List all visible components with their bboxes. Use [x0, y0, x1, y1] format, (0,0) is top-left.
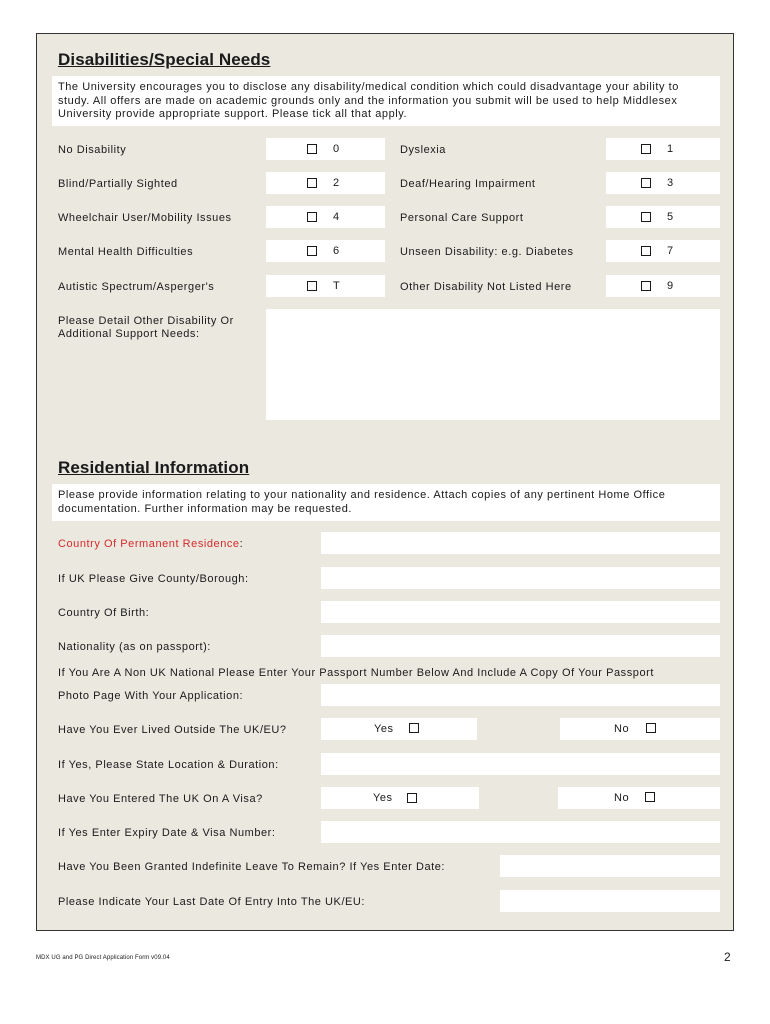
visa-yes-field — [321, 787, 479, 809]
checkbox-field-other — [606, 275, 720, 297]
visa-no-field — [558, 787, 720, 809]
visa-label: Have You Entered The UK On A Visa? — [58, 793, 263, 805]
visa-no-checkbox[interactable] — [645, 792, 655, 802]
checkbox-dyslexia[interactable] — [641, 144, 651, 154]
lived-outside-yes-field — [321, 718, 477, 740]
code-unseen: 7 — [667, 245, 674, 257]
passport-input[interactable] — [321, 684, 720, 706]
checkbox-field-wheelchair — [266, 206, 385, 228]
disabilities-intro: The University encourages you to disclose any disability/medical condition which could disadvantage your ability to study. All offers are made on academic grounds only and the information you submit will be used to help Middlesex University provide appropriate support. Please tick all that apply. — [52, 76, 720, 126]
lived-outside-yes-label: Yes — [374, 723, 394, 735]
disability-label-other: Other Disability Not Listed Here — [400, 281, 572, 293]
checkbox-field-dyslexia — [606, 138, 720, 160]
checkbox-field-mental-health — [266, 240, 385, 262]
code-blind: 2 — [333, 177, 340, 189]
code-wheelchair: 4 — [333, 211, 340, 223]
checkbox-deaf[interactable] — [641, 178, 651, 188]
country-residence-label — [58, 538, 243, 550]
checkbox-mental-health[interactable] — [307, 246, 317, 256]
form-panel — [36, 33, 734, 931]
footer-form-name: MDX UG and PG Direct Application Form v09.04 — [36, 955, 170, 961]
expiry-input[interactable] — [321, 821, 720, 843]
checkbox-field-unseen — [606, 240, 720, 262]
expiry-label: If Yes Enter Expiry Date & Visa Number: — [58, 827, 276, 839]
code-autistic: T — [333, 280, 340, 292]
lived-outside-no-label: No — [614, 723, 630, 735]
disability-label-mental-health: Mental Health Difficulties — [58, 246, 194, 258]
nationality-input[interactable] — [321, 635, 720, 657]
visa-yes-checkbox[interactable] — [407, 793, 417, 803]
other-detail-label-line2: Additional Support Needs: — [58, 328, 200, 340]
checkbox-wheelchair[interactable] — [307, 212, 317, 222]
visa-no-label: No — [614, 792, 630, 804]
checkbox-blind[interactable] — [307, 178, 317, 188]
lived-outside-yes-checkbox[interactable] — [409, 723, 419, 733]
country-residence-label-text: Country Of Permanent Residence — [58, 538, 240, 550]
visa-yes-label: Yes — [373, 792, 393, 804]
lived-outside-no-field — [560, 718, 720, 740]
disability-label-no-disability: No Disability — [58, 144, 127, 156]
checkbox-personal-care[interactable] — [641, 212, 651, 222]
country-birth-label: Country Of Birth: — [58, 607, 150, 619]
code-dyslexia: 1 — [667, 143, 674, 155]
last-entry-label: Please Indicate Your Last Date Of Entry Into The UK/EU: — [58, 896, 366, 908]
county-label: If UK Please Give County/Borough: — [58, 573, 249, 585]
checkbox-other[interactable] — [641, 281, 651, 291]
code-no-disability: 0 — [333, 143, 340, 155]
residential-intro: Please provide information relating to your nationality and residence. Attach copies of any pertinent Home Office documentation. Further information may be requested. — [52, 484, 720, 521]
checkbox-field-no-disability — [266, 138, 385, 160]
residential-heading: Residential Information — [58, 458, 250, 477]
code-personal-care: 5 — [667, 211, 674, 223]
checkbox-autistic[interactable] — [307, 281, 317, 291]
checkbox-no-disability[interactable] — [307, 144, 317, 154]
disability-label-personal-care: Personal Care Support — [400, 212, 524, 224]
passport-label: Photo Page With Your Application: — [58, 690, 244, 702]
ilr-label: Have You Been Granted Indefinite Leave To Remain? If Yes Enter Date: — [58, 861, 445, 873]
ilr-input[interactable] — [500, 855, 720, 877]
country-residence-input[interactable] — [321, 532, 720, 554]
disability-label-deaf: Deaf/Hearing Impairment — [400, 178, 536, 190]
code-deaf: 3 — [667, 177, 674, 189]
lived-outside-no-checkbox[interactable] — [646, 723, 656, 733]
passport-note: If You Are A Non UK National Please Enter Your Passport Number Below And Include A Copy Of Your Passport — [58, 667, 654, 679]
location-input[interactable] — [321, 753, 720, 775]
county-input[interactable] — [321, 567, 720, 589]
code-other: 9 — [667, 280, 674, 292]
country-birth-input[interactable] — [321, 601, 720, 623]
nationality-label: Nationality (as on passport): — [58, 641, 211, 653]
other-detail-label-line1: Please Detail Other Disability Or — [58, 315, 234, 327]
checkbox-field-blind — [266, 172, 385, 194]
location-label: If Yes, Please State Location & Duration: — [58, 759, 279, 771]
checkbox-field-deaf — [606, 172, 720, 194]
disabilities-heading: Disabilities/Special Needs — [58, 50, 271, 69]
disability-label-blind: Blind/Partially Sighted — [58, 178, 178, 190]
country-residence-colon: : — [239, 538, 244, 550]
other-detail-textarea[interactable] — [266, 309, 720, 420]
disability-label-unseen: Unseen Disability: e.g. Diabetes — [400, 246, 574, 258]
checkbox-field-personal-care — [606, 206, 720, 228]
lived-outside-label: Have You Ever Lived Outside The UK/EU? — [58, 724, 287, 736]
code-mental-health: 6 — [333, 245, 340, 257]
disability-label-autistic: Autistic Spectrum/Asperger's — [58, 281, 215, 293]
last-entry-input[interactable] — [500, 890, 720, 912]
checkbox-field-autistic — [266, 275, 385, 297]
checkbox-unseen[interactable] — [641, 246, 651, 256]
page-number: 2 — [724, 950, 731, 964]
disability-label-dyslexia: Dyslexia — [400, 144, 446, 156]
disability-label-wheelchair: Wheelchair User/Mobility Issues — [58, 212, 232, 224]
